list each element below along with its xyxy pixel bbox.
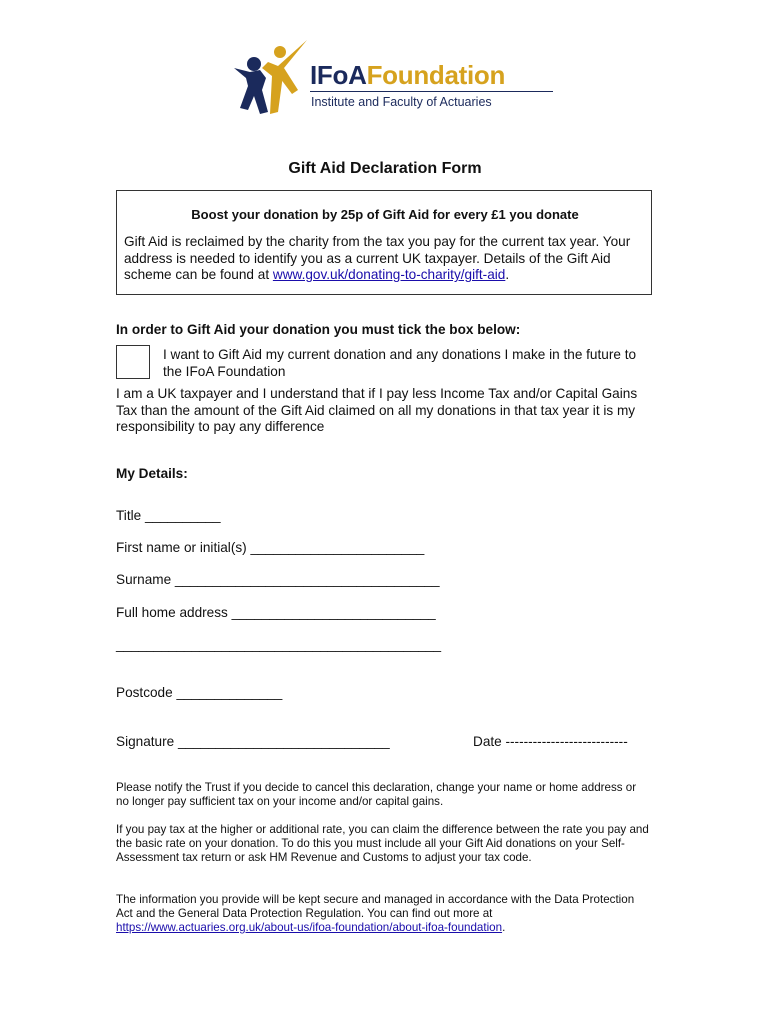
postcode-field[interactable]: Postcode ______________ <box>116 685 283 700</box>
info-text: Gift Aid is reclaimed by the charity from the tax you pay for the current tax year. Your address is needed to identify you as a current UK taxpayer. Details of the Gift Aid scheme can be found at <box>124 234 631 282</box>
data-protection-text: The information you provide will be kept secure and managed in accordance with the Data Protection Act and the General Data Protection Regulation. You can find out more at <box>116 893 635 920</box>
taxpayer-statement: I am a UK taxpayer and I understand that if I pay less Income Tax and/or Capital Gains Tax than the amount of the Gift Aid claimed on all my donations in that tax year it is my responsibility to pay any difference <box>116 386 638 434</box>
date-field[interactable]: Date --------------------------- <box>473 734 628 749</box>
address-field[interactable]: Full home address ___________________________ <box>116 605 436 620</box>
form-title: Gift Aid Declaration Form <box>288 160 482 177</box>
surname-field[interactable]: Surname ___________________________________ <box>116 572 440 587</box>
gift-aid-checkbox[interactable] <box>116 345 150 379</box>
details-heading: My Details: <box>116 466 188 481</box>
address-line2-field[interactable]: ___________________________________________ <box>116 637 442 652</box>
tick-instruction: In order to Gift Aid your donation you must tick the box below: <box>116 322 521 337</box>
title-field[interactable]: Title __________ <box>116 508 221 523</box>
ifoa-foundation-link[interactable]: https://www.actuaries.org.uk/about-us/ifoa-foundation/about-ifoa-foundation <box>116 921 503 934</box>
higher-rate-notice: If you pay tax at the higher or additional rate, you can claim the difference between the rate you pay and the basic rate on your donation. To do this you must include all your Gift Aid donations on your Self-Assessment tax return or ask HM Revenue and Customs to adjust your tax code. <box>116 823 649 864</box>
data-protection-notice <box>116 893 651 935</box>
logo-wordmark: IFoAFoundation <box>310 60 506 90</box>
info-end: . <box>505 267 510 282</box>
cancel-notice: Please notify the Trust if you decide to cancel this declaration, change your name or home address or no longer pay sufficient tax on your income and/or capital gains. <box>116 781 637 808</box>
notice-end: . <box>502 921 506 934</box>
boost-heading: Boost your donation by 25p of Gift Aid for every £1 you donate <box>191 207 579 222</box>
ifoa-foundation-logo <box>232 38 562 120</box>
figures-emblem-icon <box>232 38 312 120</box>
info-paragraph <box>124 234 654 284</box>
first-name-field[interactable]: First name or initial(s) _______________________ <box>116 540 425 555</box>
tick-label: I want to Gift Aid my current donation and any donations I make in the future to the IFoA Foundation <box>163 347 637 379</box>
signature-field[interactable]: Signature ____________________________ <box>116 734 390 749</box>
logo-subtitle: Institute and Faculty of Actuaries <box>311 95 492 109</box>
logo-divider <box>310 91 553 92</box>
gov-gift-aid-link[interactable]: www.gov.uk/donating-to-charity/gift-aid <box>272 267 506 282</box>
gift-aid-info-box <box>116 190 652 295</box>
